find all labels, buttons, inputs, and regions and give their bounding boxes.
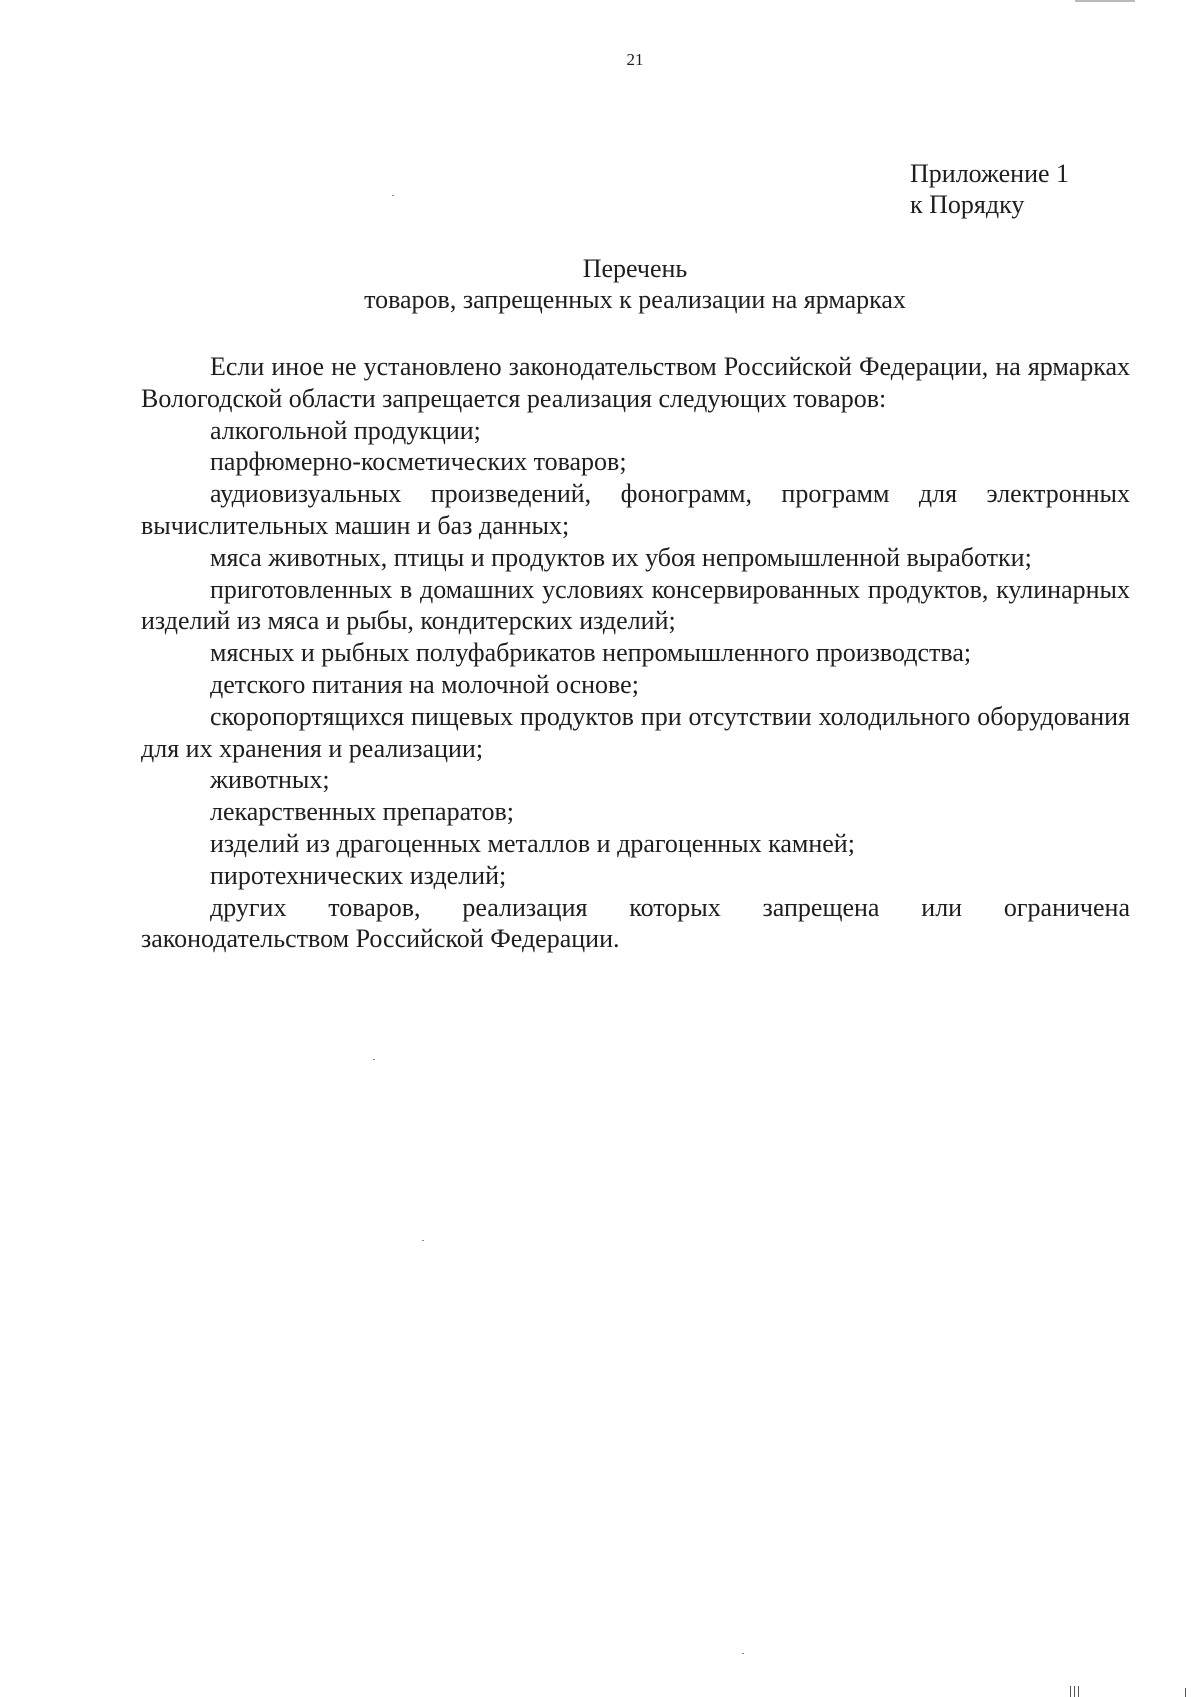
document-title: Перечень [582,254,688,283]
list-item: детского питания на молочной основе; [210,669,639,699]
list-item: скоропортящихся пищевых продуктов при отсутствии холодильного оборудования для их хранения и реализации; [141,701,1130,763]
appendix-reference [910,158,1069,220]
list-item: мясных и рыбных полуфабрикатов непромышленного производства; [210,638,972,668]
document-subtitle: товаров, запрещенных к реализации на ярмарках [364,285,906,314]
scan-edge-mark [1070,1686,1071,1697]
scan-edge-mark [1078,1686,1079,1697]
intro-paragraph: Если иное не установлено законодательством Российской Федерации, на ярмарках Вологодской области запрещается реализация следующих товаров: [141,352,1130,413]
scan-speck [392,195,394,196]
appendix-parent-document: к Порядку [910,190,1025,219]
list-item: аудиовизуальных произведений, фонограмм, программ для электронных вычислительных машин и баз данных; [141,479,1130,540]
list-item: мяса животных, птицы и продуктов их убоя непромышленной выработки; [210,542,1032,572]
appendix-label: Приложение 1 [910,159,1070,188]
scan-speck [373,1059,375,1060]
list-item: парфюмерно-косметических товаров; [210,447,627,477]
list-item: лекарственных препаратов; [210,797,514,827]
document-heading [140,253,1130,315]
scan-edge-mark [1185,1688,1186,1697]
list-item: алкогольной продукции; [210,415,481,445]
scan-speck [422,1240,424,1241]
list-item: изделий из драгоценных металлов и драгоценных камней; [210,828,855,858]
list-item: пиротехнических изделий; [210,860,507,890]
list-item: приготовленных в домашних условиях консервированных продуктов, кулинарных изделий из мяса и рыбы, кондитерских изделий; [141,574,1130,636]
document-body [141,351,1130,955]
scan-edge-mark [1075,0,1135,2]
list-item: других товаров, реализация которых запрещена или ограничена законодательством Российской Федерации. [141,892,1130,954]
page-number: 21 [626,50,644,69]
scan-edge-mark [1074,1686,1075,1697]
list-item: животных; [210,765,330,795]
scan-speck [742,1653,744,1654]
